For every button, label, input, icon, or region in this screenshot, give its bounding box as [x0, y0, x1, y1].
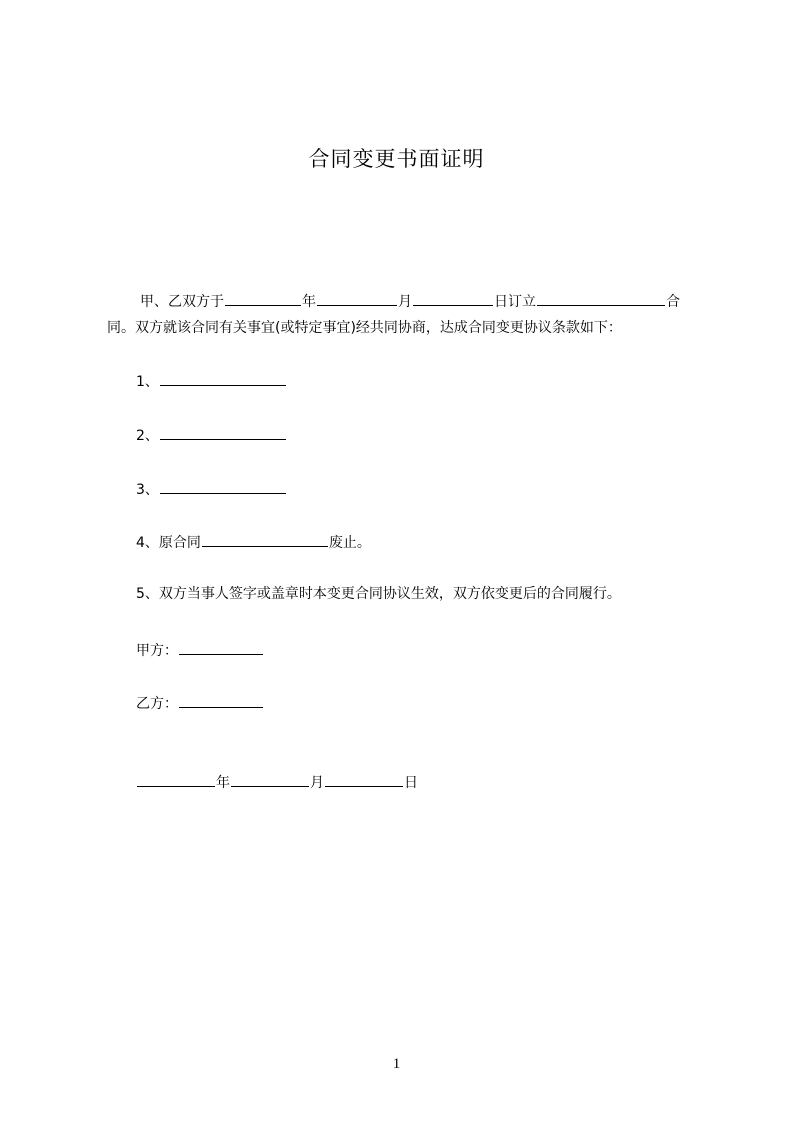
party-b-label: 乙方： — [136, 696, 178, 712]
intro-month-label: 月 — [398, 294, 412, 310]
clause-5-number: 5、 — [136, 586, 159, 602]
clause-5-text: 双方当事人签字或盖章时本变更合同协议生效，双方依变更后的合同履行。 — [158, 586, 621, 602]
clause-2 — [136, 425, 287, 446]
clause-4-blank[interactable] — [202, 532, 328, 547]
clause-3 — [136, 479, 287, 500]
signing-date-line — [136, 772, 418, 793]
date-year-label: 年 — [216, 775, 230, 791]
document-title: 合同变更书面证明 — [308, 147, 485, 171]
intro-he: 合 — [666, 294, 680, 310]
intro-prefix: 甲、乙双方于 — [140, 294, 224, 310]
clause-4-prefix: 原合同 — [158, 535, 201, 551]
clause-4 — [136, 532, 371, 553]
clause-3-blank[interactable] — [160, 479, 286, 494]
contract-name-blank[interactable] — [537, 291, 665, 306]
date-month-blank[interactable] — [231, 772, 309, 787]
intro-line-1 — [140, 291, 680, 312]
intro-year-label: 年 — [302, 294, 316, 310]
date-day-blank[interactable] — [325, 772, 403, 787]
party-a-line — [136, 640, 264, 661]
clause-1-number: 1、 — [136, 374, 159, 390]
party-b-blank[interactable] — [179, 693, 263, 708]
clause-5 — [136, 584, 621, 604]
page-number: 1 — [392, 1056, 401, 1072]
date-year-blank[interactable] — [137, 772, 215, 787]
clause-4-number: 4、 — [136, 535, 159, 551]
clause-1 — [136, 371, 287, 392]
clause-2-number: 2、 — [136, 428, 159, 444]
year-blank[interactable] — [225, 291, 301, 306]
month-blank[interactable] — [317, 291, 397, 306]
date-day-label: 日 — [404, 775, 418, 791]
intro-day-sign-label: 日订立 — [494, 294, 536, 310]
clause-4-suffix: 废止。 — [328, 535, 371, 551]
intro-line-2: 同。双方就该合同有关事宜(或特定事宜)经共同协商，达成合同变更协议条款如下： — [107, 320, 622, 336]
party-b-line — [136, 693, 264, 714]
date-month-label: 月 — [310, 775, 324, 791]
clause-3-number: 3、 — [136, 482, 159, 498]
party-a-label: 甲方： — [136, 643, 178, 659]
party-a-blank[interactable] — [179, 640, 263, 655]
day-blank[interactable] — [413, 291, 493, 306]
clause-1-blank[interactable] — [160, 371, 286, 386]
clause-2-blank[interactable] — [160, 425, 286, 440]
